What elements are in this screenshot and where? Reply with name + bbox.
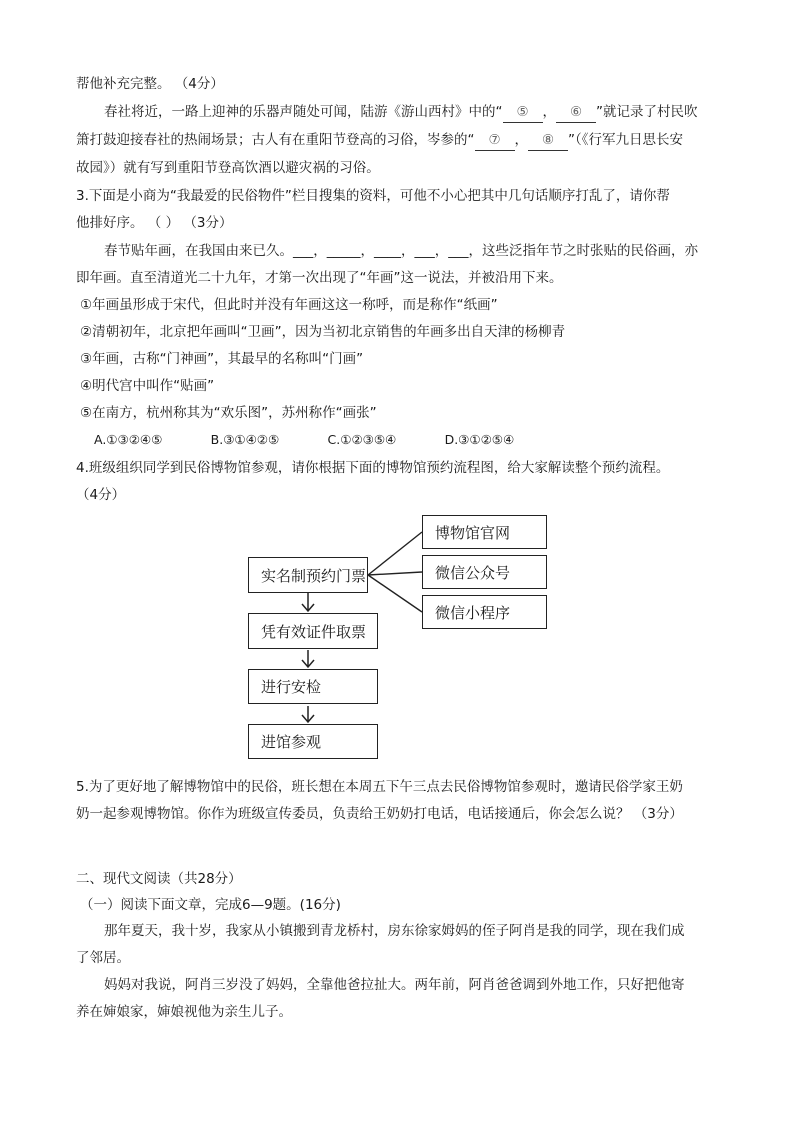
passage-p1-line2: 了邻居。 (76, 950, 130, 966)
blank-7[interactable]: ⑦ (475, 130, 515, 151)
blank-5[interactable]: ⑤ (503, 102, 543, 123)
q2-tail: 帮他补充完整。 （4分） (76, 76, 224, 92)
q3-item-5: ⑤在南方，杭州称其为“欢乐图”，苏州称作“画张” (80, 405, 377, 421)
connector-channel-1 (368, 532, 422, 575)
q4-stem-2: （4分） (76, 487, 126, 503)
q3-item-4: ④明代宫中叫作“贴画” (80, 378, 215, 394)
q2-line3: 故园》）就有写到重阳节登高饮酒以避灾祸的习俗。 (76, 160, 380, 176)
choice-a[interactable]: A.①③②④⑤ (94, 432, 163, 447)
q2-comma2: ， (514, 132, 528, 148)
blank-8[interactable]: ⑧ (528, 130, 568, 151)
q3-para-2: 即年画。直至清道光二十九年，才第一次出现了“年画”这一说法，并被沿用下来。 (76, 270, 563, 286)
section2-title: 二、现代文阅读（共28分） (76, 871, 242, 887)
connector-channel-2 (368, 572, 422, 575)
q3-item-3: ③年画，古称“门神画”，其最早的名称叫“门画” (80, 351, 364, 367)
passage-p1-line1: 那年夏天，我十岁，我家从小镇搬到青龙桥村，房东徐家姆妈的侄子阿肖是我的同学，现在我们成 (104, 923, 685, 939)
q3-item-2: ②清朝初年，北京把年画叫“卫画”，因为当初北京销售的年画多出自天津的杨柳青 (80, 324, 566, 340)
q2-text-d: ”（《行军九日思长安 (568, 132, 683, 148)
flow-step-security-check: 进行安检 (248, 669, 378, 704)
flow-step-ticket-pickup: 凭有效证件取票 (248, 613, 378, 649)
flow-step-enter-museum: 进馆参观 (248, 724, 378, 759)
arrow-down-icon (302, 706, 314, 722)
q2-text-c: 箫打鼓迎接春社的热闹场景；古人有在重阳节登高的习俗，岑参的“ (76, 132, 475, 148)
choice-c[interactable]: C.①②③⑤④ (327, 432, 397, 447)
section2-subtitle: （一）阅读下面文章，完成6—9题。(16分) (80, 897, 341, 913)
q3-para-1: 春节贴年画，在我国由来已久。___，_____，____，___，___，这些泛指年节之时张贴的民俗画，亦 (104, 243, 698, 259)
flow-channel-wechat-account: 微信公众号 (422, 555, 547, 589)
q4-stem-1: 4.班级组织同学到民俗博物馆参观，请你根据下面的博物馆预约流程图，给大家解读整个预约流程。 (76, 460, 670, 476)
flow-step-reservation: 实名制预约门票 (248, 557, 368, 593)
arrow-down-icon (302, 593, 314, 611)
q2-text-a: 春社将近，一路上迎神的乐器声随处可闻，陆游《游山西村》中的“ (104, 104, 503, 120)
connector-channel-3 (368, 575, 422, 612)
q2-text-b: ”就记录了村民吹 (596, 104, 698, 120)
flow-channel-website: 博物馆官网 (422, 515, 547, 549)
q5-line-1: 5.为了更好地了解博物馆中的民俗，班长想在本周五下午三点去民俗博物馆参观时，邀请民俗学家王奶 (76, 779, 683, 795)
q5-line-2: 奶一起参观博物馆。你作为班级宣传委员，负责给王奶奶打电话，电话接通后，你会怎么说？ （3分） (76, 806, 683, 822)
q2-comma1: ， (542, 104, 556, 120)
passage-p2-line1: 妈妈对我说，阿肖三岁没了妈妈，全靠他爸拉扯大。两年前，阿肖爸爸调到外地工作，只好把他寄 (104, 977, 685, 993)
arrow-down-icon (302, 650, 314, 667)
passage-p2-line2: 养在婶娘家，婶娘视他为亲生儿子。 (76, 1004, 292, 1020)
flow-channel-wechat-miniprogram: 微信小程序 (422, 595, 547, 629)
blank-6[interactable]: ⑥ (556, 102, 596, 123)
q3-stem-2: 他排好序。 （ ） （3分） (76, 215, 233, 231)
q3-item-1: ①年画虽形成于宋代，但此时并没有年画这这一称呼，而是称作“纸画” (80, 297, 498, 313)
choice-b[interactable]: B.③①④②⑤ (210, 432, 280, 447)
choice-d[interactable]: D.③①②⑤④ (444, 432, 515, 447)
q3-stem-1: 3.下面是小商为“我最爱的民俗物件”栏目搜集的资料，可他不小心把其中几句话顺序打乱了，请你帮 (76, 188, 670, 204)
